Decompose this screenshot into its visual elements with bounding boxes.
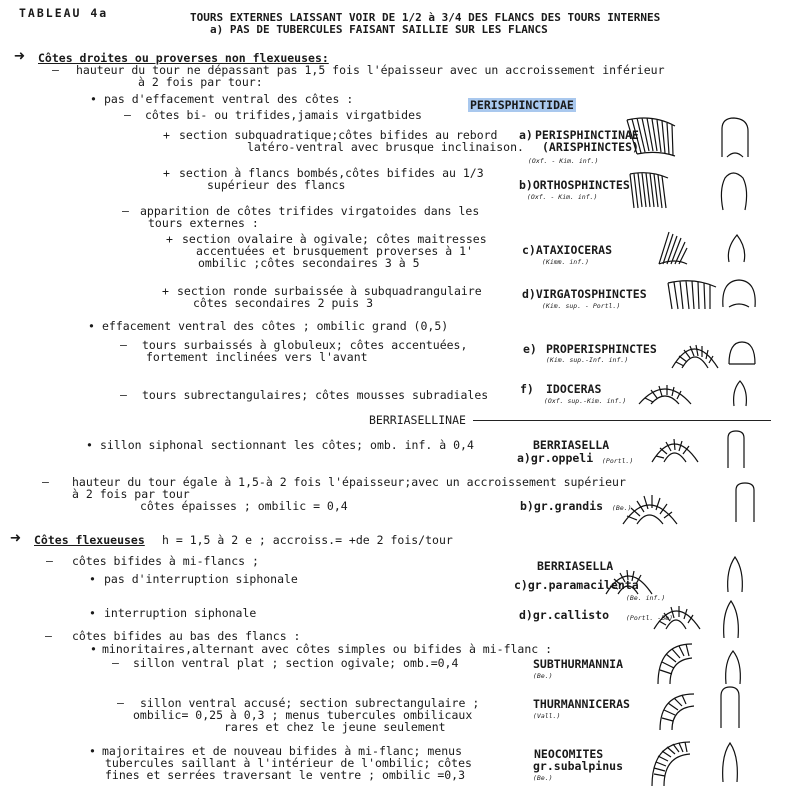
criterion-text: accentuées et brusquement proverses à 1' [196,244,473,258]
taxon-name: c)ATAXIOCERAS [522,243,613,257]
section-title-flexuous-ribs: Côtes flexueuses [34,533,145,547]
arrow-right-icon: ➜ [10,528,21,549]
divider-line [473,420,771,421]
whorl-section-illustration [733,480,757,526]
header-line-2: a) PAS DE TUBERCULES FAISANT SAILLIE SUR LES FLANCS [210,23,548,36]
dash-bullet: — [120,338,127,352]
arrow-right-icon: ➜ [14,46,25,67]
criterion-text: hauteur du tour égale à 1,5-à 2 fois l'épaisseur;avec un accroissement supérieur [72,475,626,489]
dash-bullet: — [122,204,129,218]
ammonite-ribs-illustration [668,336,722,370]
criterion-text: apparition de côtes trifides virgatoides dans les [140,204,480,218]
ammonite-ribs-illustration [625,114,685,162]
dash-bullet: — [52,63,59,77]
dash-bullet: — [124,108,131,122]
taxon-age: (Oxf. - Kim. inf.) [528,157,599,165]
whorl-section-illustration [725,428,747,472]
ammonite-ribs-illustration [650,430,700,464]
taxon-age: (Oxf. - Kim. inf.) [527,193,598,201]
criterion-text: section ronde surbaissée à subquadrangulaire [177,284,482,298]
whorl-section-illustration [719,740,741,786]
criterion-text: côtes bifides à mi-flancs ; [72,554,259,568]
taxon-name: THURMANNICERAS [533,697,630,711]
taxon-subname: a)gr.oppeli [517,451,594,465]
taxon-name: IDOCERAS [546,382,602,396]
criterion-text: fines et serrées traversant le ventre ; ombilic =0,3 [105,768,466,782]
taxon-name: b)gr.grandis [520,499,604,513]
taxon-subname: gr.subalpinus [533,759,624,773]
taxon-name: BERRIASELLA [537,559,614,573]
bullet: • [89,606,96,620]
taxon-name: d)gr.callisto [519,608,610,622]
ammonite-ribs-illustration [664,279,722,313]
whorl-section-illustration [719,277,759,313]
criterion-text: sillon ventral plat ; section ogivale; omb.=0,4 [133,656,459,670]
criterion-text: tubercules saillant à l'intérieur de l'ombilic; côtes [105,756,472,770]
criterion-text: tours subrectangulaires; côtes mousses subradiales [142,388,489,402]
whorl-section-illustration [724,554,746,596]
dash-bullet: — [46,554,53,568]
ammonite-ribs-illustration [656,690,698,734]
bullet: • [89,744,96,758]
ammonite-ribs-illustration [624,170,676,212]
whorl-section-illustration [718,115,754,161]
criterion-text: section ovalaire à ogivale; côtes maitresses [182,232,487,246]
whorl-section-illustration [718,684,742,732]
whorl-section-illustration [722,648,744,688]
criterion-text: à 2 fois par tour [72,487,190,501]
criterion-text: majoritaires et de nouveau bifides à mi-flanc; menus [102,744,463,758]
taxon-subname: (ARISPHINCTES) [542,140,639,154]
bullet: • [89,572,96,586]
ammonite-ribs-illustration [621,490,679,526]
ammonite-ribs-illustration [604,560,654,596]
criterion-text: à 2 fois par tour: [138,75,263,89]
criterion-text: côtes secondaires 2 puis 3 [193,296,374,310]
taxon-name: PERISPHINCTINAE [535,128,639,142]
dash-bullet: — [112,656,119,670]
whorl-section-illustration [720,598,742,642]
ammonite-ribs-illustration [637,378,695,406]
bullet: • [86,438,93,452]
taxon-age: (Kimm. inf.) [542,258,589,266]
criterion-text: rares et chez le jeune seulement [224,720,446,734]
ammonite-ribs-illustration [652,597,702,631]
criterion-text: effacement ventral des côtes ; ombilic grand (0,5) [102,319,449,333]
taxon-age: (Vall.) [533,712,561,720]
criterion-text: pas d'effacement ventral des côtes : [104,92,354,106]
dash-bullet: — [42,475,49,489]
ammonite-ribs-illustration [648,738,694,790]
taxon-age: (Oxf. sup.-Kim. inf.) [544,397,627,405]
whorl-section-illustration [730,378,750,410]
taxon-name: b)ORTHOSPHINCTES [519,178,630,192]
taxon-letter: f) [520,382,534,396]
criterion-text: section à flancs bombés,côtes bifides au 1/3 [179,166,484,180]
family-label-perisphinctidae: PERISPHINCTIDAE [470,98,574,112]
plus-bullet: + [162,284,169,298]
plus-bullet: + [163,128,170,142]
header-line-1: TOURS EXTERNES LAISSANT VOIR DE 1/2 à 3/4 DES FLANCS DES TOURS INTERNES [190,11,661,24]
criterion-text: fortement inclinées vers l'avant [146,350,368,364]
taxon-age: (Kim. sup. - Portl.) [542,302,621,310]
dash-bullet: — [117,696,124,710]
criterion-text: côtes bi- ou trifides,jamais virgatbides [145,108,422,122]
table-number: TABLEAU 4a [19,6,109,20]
taxon-age: (Be. inf.) [626,594,666,602]
plus-bullet: + [166,232,173,246]
taxon-letter: a) [519,128,533,142]
criterion-text: supérieur des flancs [207,178,346,192]
taxon-age: (Be.) [533,672,553,680]
bullet: • [88,319,95,333]
bullet: • [90,92,97,106]
criterion-text: minoritaires,alternant avec côtes simples ou bifides à mi-flanc : [102,642,553,656]
criterion-text: ombilic= 0,25 à 0,3 ; menus tubercules ombilicaux [133,708,473,722]
dash-bullet: — [120,388,127,402]
taxon-name: PROPERISPHINCTES [546,342,657,356]
taxon-name: NEOCOMITES [534,747,604,761]
whorl-section-illustration [726,338,758,368]
criterion-text: côtes bifides au bas des flancs : [72,629,301,643]
section-title-straight-ribs: Côtes droites ou proverses non flexueuses: [38,51,329,65]
ammonite-ribs-illustration [655,228,691,268]
bullet: • [90,642,97,656]
dash-bullet: — [45,629,52,643]
taxon-subname: c)gr.paramacilenta [514,578,639,592]
taxon-name: SUBTHURMANNIA [533,657,624,671]
criterion-text: interruption siphonale [104,606,257,620]
criterion-text: section subquadratique;côtes bifides au rebord [179,128,498,142]
criterion-text: côtes épaisses ; ombilic = 0,4 [140,499,348,513]
criterion-text: pas d'interruption siphonale [104,572,298,586]
taxon-age: (Be.) [612,504,632,512]
taxon-name: BERRIASELLA [533,438,610,452]
taxon-age: (Be.) [533,774,553,782]
taxon-letter: e) [523,342,537,356]
family-label-berriasellinae: BERRIASELLINAE [369,413,466,427]
criterion-text: hauteur du tour ne dépassant pas 1,5 fois l'épaisseur avec un accroissement inférieur [76,63,665,77]
criterion-text: latéro-ventral avec brusque inclinaison. [247,140,524,154]
taxon-name: d)VIRGATOSPHINCTES [522,287,647,301]
whorl-section-illustration [726,232,748,266]
criterion-text: ombilic ;côtes secondaires 3 à 5 [198,256,420,270]
plus-bullet: + [163,166,170,180]
criterion-text: tours surbaissés à globuleux; côtes accentuées, [142,338,468,352]
criterion-text: sillon ventral accusé; section subrectangulaire ; [140,696,480,710]
whorl-section-illustration [717,170,753,214]
ammonite-ribs-illustration [652,640,698,690]
taxon-age: (Portl.) [602,457,634,465]
taxon-age: (Portl. -Be) [626,614,673,622]
section-title-criteria: h = 1,5 à 2 e ; accroiss.= +de 2 fois/tour [162,533,453,547]
criterion-text: sillon siphonal sectionnant les côtes; omb. inf. à 0,4 [100,438,474,452]
taxon-age: (Kim. sup.-Inf. inf.) [546,356,629,364]
criterion-text: tours externes : [148,216,259,230]
